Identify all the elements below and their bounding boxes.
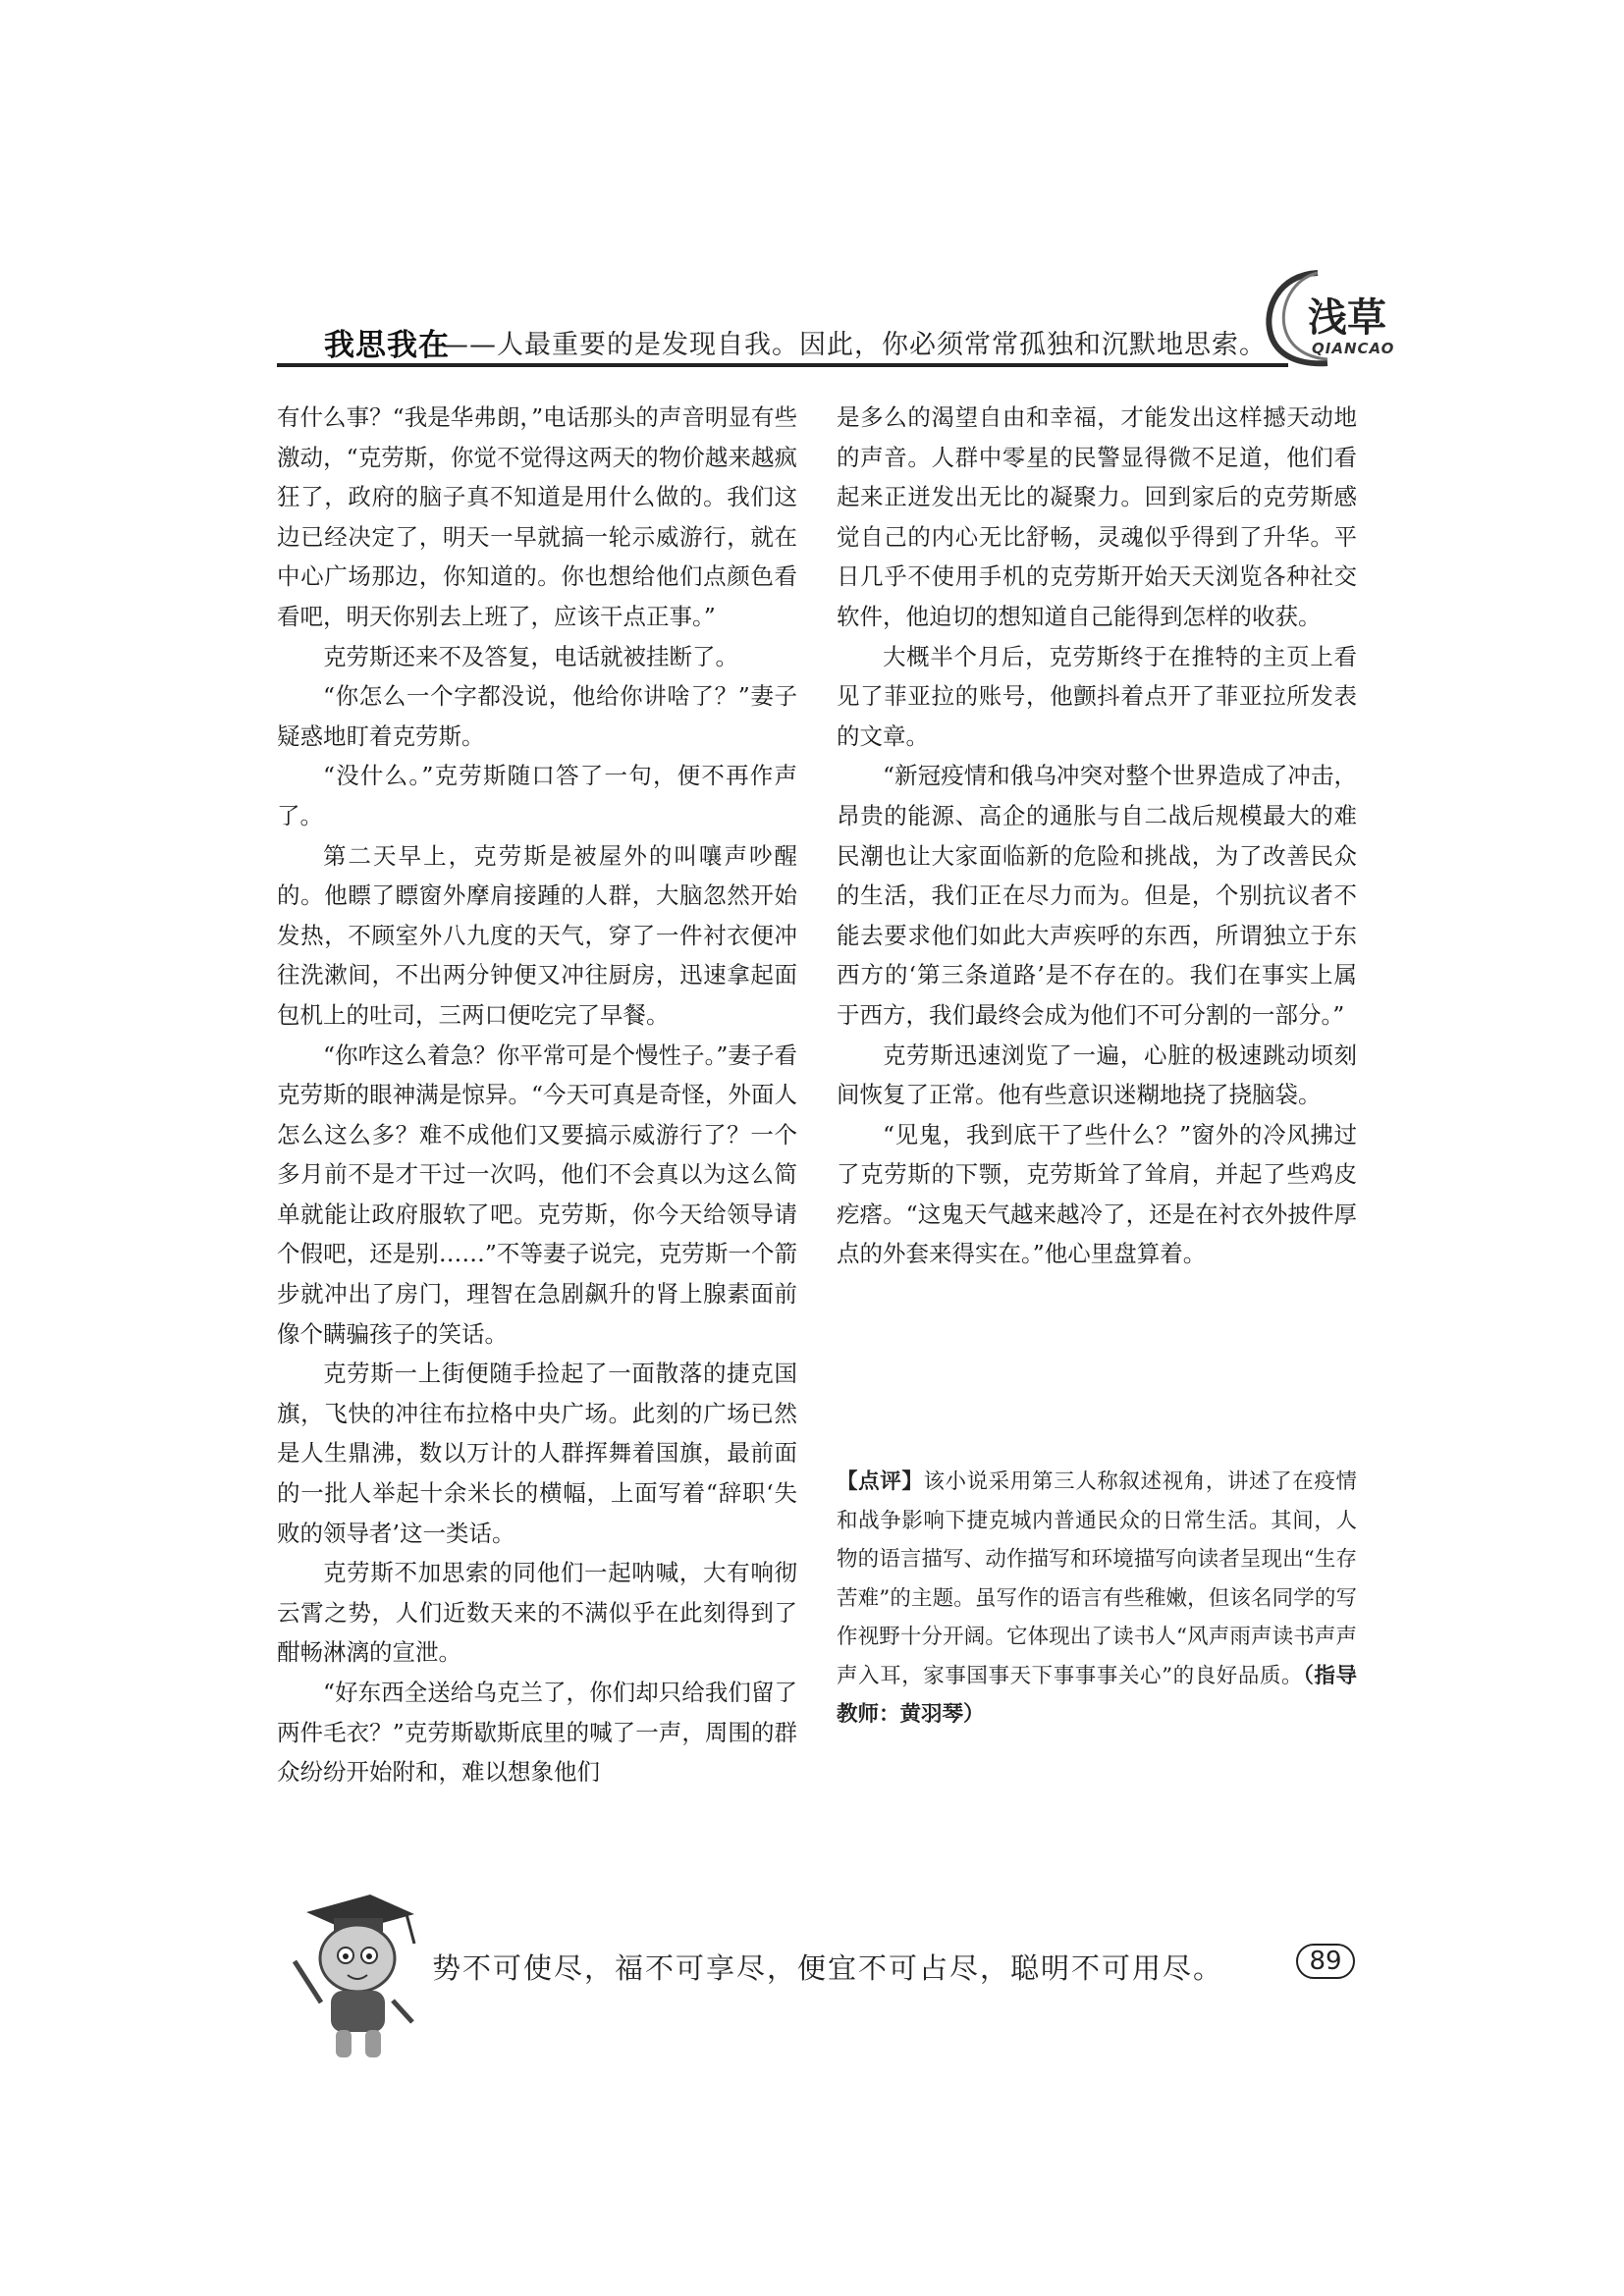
paragraph: “新冠疫情和俄乌冲突对整个世界造成了冲击，昂贵的能源、高企的通胀与自二战后规模最大的难民潮也让大家面临新的危险和挑战，为了改善民众的生活，我们正在尽力而为。但是，个别抗议者不能去要求他们如此大声疾呼的东西，所谓独立于东西方的‘第三条道路’是不存在的。我们在事实上属于西方，我们最终会成为他们不可分割的一部分。”: [837, 762, 1357, 1029]
commentary-box: [837, 1463, 1357, 1735]
page-number: 89: [1296, 1944, 1355, 1979]
magazine-logo: [1259, 265, 1416, 373]
commentary-text: 该小说采用第三人称叙述视角，讲述了在疫情和战争影响下捷克城内普通民众的日常生活。其间，人物的语言描写、动作描写和环境描写向读者呈现出“生存苦难”的主题。虽写作的语言有些稚嫩，但该名同学的写作视野十分开阔。它体现出了读书人“风声雨声读书声声声入耳，家事国事天下事事事关心”的良好品质。: [837, 1469, 1357, 1688]
paragraph: 克劳斯还来不及答复，电话就被挂断了。: [323, 642, 738, 670]
paragraph: 是多么的渴望自由和幸福，才能发出这样撼天动地的声音。人群中零星的民警显得微不足道，他们看起来正迸发出无比的凝聚力。回到家后的克劳斯感觉自己的内心无比舒畅，灵魂似乎得到了升华。平日几乎不使用手机的克劳斯开始天天浏览各种社交软件，他迫切的想知道自己能得到怎样的收获。: [837, 403, 1357, 630]
commentary-label: 【点评】: [837, 1469, 924, 1494]
mascot-graduate-icon: [277, 1875, 424, 2071]
footer-motto: 势不可使尽，福不可享尽，便宜不可占尽，聪明不可用尽。: [432, 1951, 1224, 1985]
article-left-column: [277, 398, 797, 1792]
paragraph: 大概半个月后，克劳斯终于在推特的主页上看见了菲亚拉的账号，他颤抖着点开了菲亚拉所发表的文章。: [837, 642, 1357, 750]
paragraph: “你怎么一个字都没说，他给你讲啥了？”妻子疑惑地盯着克劳斯。: [277, 682, 797, 750]
running-header: [277, 312, 1377, 367]
paragraph: 有什么事？“我是华弗朗，”电话那头的声音明显有些激动，“克劳斯，你觉不觉得这两天的物价越来越疯狂了，政府的脑子真不知道是用什么做的。我们这边已经决定了，明天一早就搞一轮示威游行，就在中心广场那边，你知道的。你也想给他们点颜色看看吧，明天你别去上班了，应该干点正事。”: [277, 403, 797, 630]
paragraph: “见鬼，我到底干了些什么？”窗外的冷风拂过了克劳斯的下颚，克劳斯耸了耸肩，并起了些鸡皮疙瘩。“这鬼天气越来越冷了，还是在衬衣外披件厚点的外套来得实在。”他心里盘算着。: [837, 1120, 1357, 1268]
header-rule: [277, 363, 1288, 367]
paragraph: 克劳斯迅速浏览了一遍，心脏的极速跳动顷刻间恢复了正常。他有些意识迷糊地挠了挠脑袋。: [837, 1041, 1357, 1109]
logo-subtext: QIANCAO: [1312, 340, 1395, 357]
logo-text: 浅草: [1308, 295, 1386, 341]
paragraph: “没什么。”克劳斯随口答了一句，便不再作声了。: [277, 762, 797, 829]
paragraph: “你咋这么着急？你平常可是个慢性子。”妻子看克劳斯的眼神满是惊异。“今天可真是奇怪，外面人怎么这么多？难不成他们又要搞示威游行了？一个多月前不是才干过一次吗，他们不会真以为这么简单就能让政府服软了吧。克劳斯，你今天给领导请个假吧，还是别……”不等妻子说完，克劳斯一个箭步就冲出了房门，理智在急剧飙升的肾上腺素面前像个瞒骗孩子的笑话。: [277, 1041, 797, 1348]
paragraph: “好东西全送给乌克兰了，你们却只给我们留了两件毛衣？”克劳斯歇斯底里的喊了一声，周围的群众纷纷开始附和，难以想象他们: [277, 1679, 797, 1787]
paragraph: 克劳斯不加思索的同他们一起呐喊，大有响彻云霄之势，人们近数天来的不满似乎在此刻得到了酣畅淋漓的宣泄。: [277, 1559, 797, 1667]
paragraph: 第二天早上，克劳斯是被屋外的叫嚷声吵醒的。他瞟了瞟窗外摩肩接踵的人群，大脑忽然开始发热，不顾室外八九度的天气，穿了一件衬衣便冲往洗漱间，不出两分钟便又冲往厨房，迅速拿起面包机上的吐司，三两口便吃完了早餐。: [277, 841, 797, 1029]
header-motto: ——人最重要的是发现自我。因此，你必须常常孤独和沉默地思索。: [442, 330, 1267, 360]
teacher-credit: （指导教师：黄羽琴）: [837, 1663, 1357, 1727]
section-title: 我思我在: [324, 328, 450, 363]
paragraph: 克劳斯一上街便随手捡起了一面散落的捷克国旗，飞快的冲往布拉格中央广场。此刻的广场已然是人生鼎沸，数以万计的人群挥舞着国旗，最前面的一批人举起十余米长的横幅，上面写着“辞职‘失败的领导者’这一类话。: [277, 1360, 797, 1547]
article-right-column: [837, 398, 1357, 1274]
